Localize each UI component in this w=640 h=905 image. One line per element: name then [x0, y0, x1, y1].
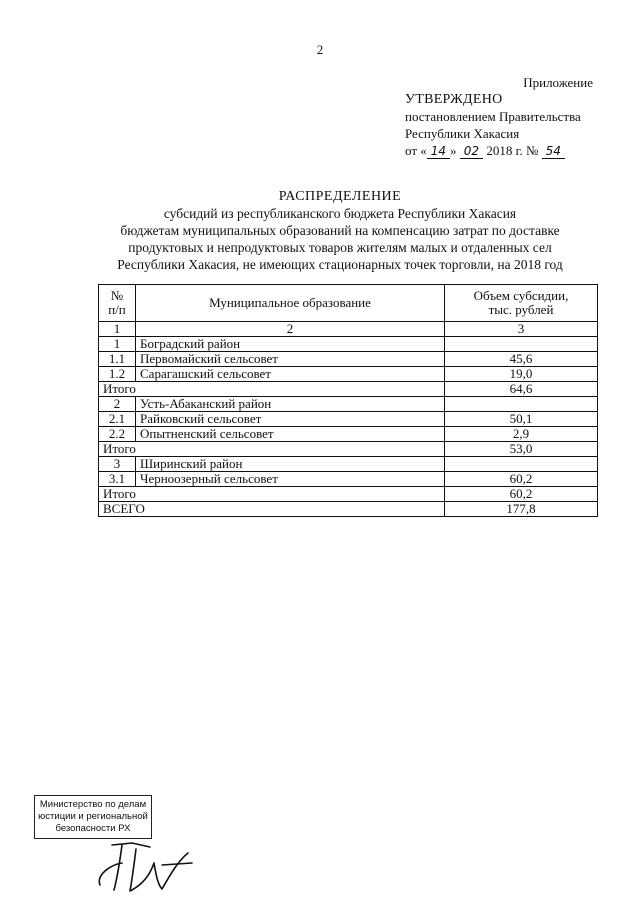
row-number: 1	[99, 337, 136, 352]
subsidy-amount: 45,6	[445, 352, 598, 367]
total-row	[99, 487, 598, 502]
title-line-1: субсидий из республиканского бюджета Республики Хакасия	[163, 206, 517, 221]
total-row	[99, 502, 598, 517]
row-number: 2	[99, 397, 136, 412]
approved-label: УТВЕРЖДЕНО	[405, 92, 503, 107]
subsidy-amount: 2,9	[445, 427, 598, 442]
total-label: Итого	[99, 442, 445, 457]
header-number	[99, 285, 136, 322]
row-number: 1.2	[99, 367, 136, 382]
column-number-2: 2	[136, 322, 445, 337]
table-row	[99, 457, 598, 472]
subsidy-amount: 60,2	[445, 487, 598, 502]
municipality-name: Райковский сельсовет	[136, 412, 445, 427]
page-number: 2	[316, 42, 324, 57]
handwritten-day: 14	[427, 144, 450, 159]
total-label: Итого	[99, 487, 445, 502]
stamp-line-3: безопасности РХ	[55, 823, 131, 834]
municipality-name: Черноозерный сельсовет	[136, 472, 445, 487]
handwritten-number: 54	[542, 144, 565, 159]
appendix-label: Приложение	[523, 75, 593, 90]
row-number: 2.1	[99, 412, 136, 427]
subsidy-amount: 177,8	[445, 502, 598, 517]
title-heading: РАСПРЕДЕЛЕНИЕ	[278, 189, 402, 204]
title-line-3: продуктовых и непродуктовых товаров жителям малых и отдаленных сел	[128, 240, 552, 255]
header-amount-line-2: тыс. рублей	[488, 302, 554, 317]
header-number-line-1: №	[110, 288, 124, 303]
stamp-line-1: Министерство по делам	[39, 799, 147, 810]
ministry-stamp	[34, 795, 152, 839]
date-mid-2: 2018 г. №	[486, 143, 539, 158]
title-line-2: бюджетам муниципальных образований на компенсацию затрат по доставке	[120, 223, 560, 238]
total-row	[99, 382, 598, 397]
total-row	[99, 442, 598, 457]
header-amount	[445, 285, 598, 322]
table-row	[99, 412, 598, 427]
header-amount-line-1: Объем субсидии,	[473, 288, 569, 303]
municipality-name: Опытненский сельсовет	[136, 427, 445, 442]
subsidy-amount	[445, 337, 598, 352]
total-label: ВСЕГО	[99, 502, 445, 517]
row-number: 2.2	[99, 427, 136, 442]
municipality-name: Усть-Абаканский район	[136, 397, 445, 412]
subsidy-amount: 50,1	[445, 412, 598, 427]
total-label: Итого	[99, 382, 445, 397]
date-mid-1: »	[450, 143, 457, 158]
handwritten-signature	[92, 835, 202, 897]
subsidy-amount: 64,6	[445, 382, 598, 397]
distribution-table	[98, 284, 598, 517]
header-number-line-2: п/п	[108, 302, 126, 317]
column-number-3: 3	[445, 322, 598, 337]
table-row	[99, 352, 598, 367]
table-header-row	[99, 285, 598, 322]
municipality-name: Сарагашский сельсовет	[136, 367, 445, 382]
date-prefix: от «	[405, 143, 427, 158]
subsidy-amount	[445, 457, 598, 472]
subsidy-amount: 60,2	[445, 472, 598, 487]
row-number: 3.1	[99, 472, 136, 487]
column-number-1: 1	[99, 322, 136, 337]
municipality-name: Боградский район	[136, 337, 445, 352]
subsidy-amount	[445, 397, 598, 412]
stamp-line-2: юстиции и региональной	[38, 811, 148, 822]
handwritten-month: 02	[460, 144, 483, 159]
title-line-4: Республики Хакасия, не имеющих стационарных точек торговли, на 2018 год	[117, 257, 563, 272]
row-number: 3	[99, 457, 136, 472]
table-row	[99, 367, 598, 382]
document-title	[70, 188, 610, 273]
column-number-row	[99, 322, 598, 337]
subsidy-amount: 19,0	[445, 367, 598, 382]
row-number: 1.1	[99, 352, 136, 367]
approval-line-2: Республики Хакасия	[405, 126, 520, 141]
approval-block	[405, 74, 605, 159]
approval-line-1: постановлением Правительства	[405, 109, 581, 124]
approval-date-line	[405, 142, 605, 159]
header-municipality: Муниципальное образование	[136, 285, 445, 322]
municipality-name: Ширинский район	[136, 457, 445, 472]
subsidy-amount: 53,0	[445, 442, 598, 457]
table-row	[99, 397, 598, 412]
municipality-name: Первомайский сельсовет	[136, 352, 445, 367]
table-row	[99, 472, 598, 487]
table-row	[99, 427, 598, 442]
table-row	[99, 337, 598, 352]
table-body	[99, 337, 598, 517]
